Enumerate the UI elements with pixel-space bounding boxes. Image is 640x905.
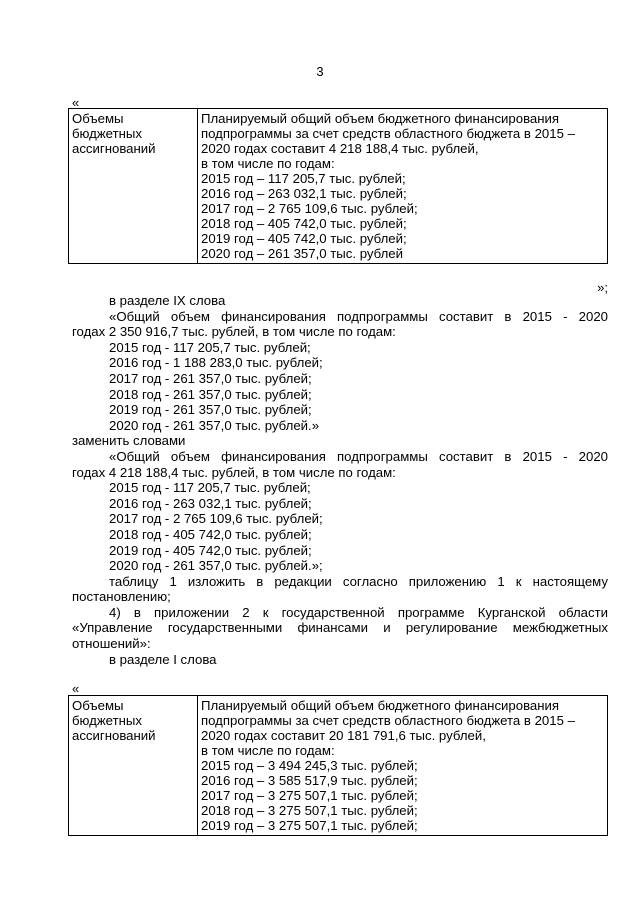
item-4-line: 4) в приложении 2 к государственной программе Курганской области (109, 604, 608, 620)
value-line: в том числе по годам: (201, 743, 335, 758)
new-year-line: 2020 год - 261 357,0 тыс. рублей.»; (109, 558, 323, 574)
new-paragraph-line: годах 4 218 188,4 тыс. рублей, в том числе по годам: (72, 464, 396, 480)
new-paragraph-line: «Общий объем финансирования подпрограммы составит в 2015 - 2020 (109, 448, 608, 464)
label-line: Объемы (72, 698, 124, 713)
item-4-line: отношений»: (72, 636, 151, 652)
value-line: 2016 год – 263 032,1 тыс. рублей; (201, 186, 407, 201)
value-line: 2019 год – 3 275 507,1 тыс. рублей; (201, 818, 418, 833)
label-line: бюджетных (72, 126, 142, 141)
value-line: в том числе по годам: (201, 156, 335, 171)
table-value-cell (198, 109, 608, 264)
table-paragraph-line: таблицу 1 изложить в редакции согласно приложению 1 к настоящему (109, 573, 608, 589)
label-line: Объемы (72, 111, 124, 126)
value-line: 2020 годах составит 20 181 791,6 тыс. рублей, (201, 728, 486, 743)
open-quote: « (72, 95, 80, 110)
budget-table-2 (68, 695, 608, 836)
budget-table-1 (68, 108, 608, 264)
close-quote: »; (597, 280, 608, 295)
old-year-line: 2017 год - 261 357,0 тыс. рублей; (109, 370, 312, 386)
value-line: Планируемый общий объем бюджетного финансирования (201, 111, 560, 126)
value-line: подпрограммы за счет средств областного бюджета в 2015 – (201, 713, 575, 728)
old-year-line: 2015 год - 117 205,7 тыс. рублей; (109, 339, 311, 355)
old-paragraph-line: «Общий объем финансирования подпрограммы составит в 2015 - 2020 (109, 308, 608, 324)
section-ix-line: в разделе IX слова (109, 293, 226, 308)
replace-with-line: заменить словами (72, 433, 186, 449)
old-year-line: 2016 год - 1 188 283,0 тыс. рублей; (109, 355, 323, 371)
value-line: 2015 год – 3 494 245,3 тыс. рублей; (201, 758, 418, 773)
old-year-line: 2020 год - 261 357,0 тыс. рублей.» (109, 417, 320, 433)
item-4-line: «Управление государственными финансами и регулирование межбюджетных (72, 620, 608, 636)
new-year-line: 2016 год - 263 032,1 тыс. рублей; (109, 495, 312, 511)
value-line: 2015 год – 117 205,7 тыс. рублей; (201, 171, 406, 186)
old-year-line: 2018 год - 261 357,0 тыс. рублей; (109, 386, 312, 402)
table-label-cell (69, 109, 198, 264)
value-line: 2016 год – 3 585 517,9 тыс. рублей; (201, 773, 418, 788)
label-line: ассигнований (72, 141, 156, 156)
section-i-line: в разделе I слова (109, 651, 217, 667)
page-number: 3 (316, 64, 324, 79)
open-quote-2: « (72, 681, 80, 696)
value-line: 2018 год – 3 275 507,1 тыс. рублей; (201, 803, 418, 818)
value-line: 2019 год – 405 742,0 тыс. рублей; (201, 231, 407, 246)
value-line: Планируемый общий объем бюджетного финансирования (201, 698, 560, 713)
value-line: 2020 годах составит 4 218 188,4 тыс. рублей, (201, 141, 479, 156)
new-year-line: 2017 год - 2 765 109,6 тыс. рублей; (109, 511, 323, 527)
label-line: бюджетных (72, 713, 142, 728)
value-line: 2017 год – 3 275 507,1 тыс. рублей; (201, 788, 418, 803)
table-label-cell (69, 696, 198, 836)
old-year-line: 2019 год - 261 357,0 тыс. рублей; (109, 402, 312, 418)
value-line: 2018 год – 405 742,0 тыс. рублей; (201, 216, 407, 231)
table-paragraph-line: постановлению; (72, 589, 171, 605)
value-line: 2020 год – 261 357,0 тыс. рублей (201, 246, 403, 261)
value-line: подпрограммы за счет средств областного бюджета в 2015 – (201, 126, 575, 141)
amendment-text (72, 293, 608, 667)
label-line: ассигнований (72, 728, 156, 743)
new-year-line: 2019 год - 405 742,0 тыс. рублей; (109, 542, 312, 558)
new-year-line: 2015 год - 117 205,7 тыс. рублей; (109, 480, 311, 496)
new-year-line: 2018 год - 405 742,0 тыс. рублей; (109, 526, 312, 542)
old-paragraph-line: годах 2 350 916,7 тыс. рублей, в том числе по годам: (72, 324, 396, 340)
table-value-cell (198, 696, 608, 836)
value-line: 2017 год – 2 765 109,6 тыс. рублей; (201, 201, 418, 216)
